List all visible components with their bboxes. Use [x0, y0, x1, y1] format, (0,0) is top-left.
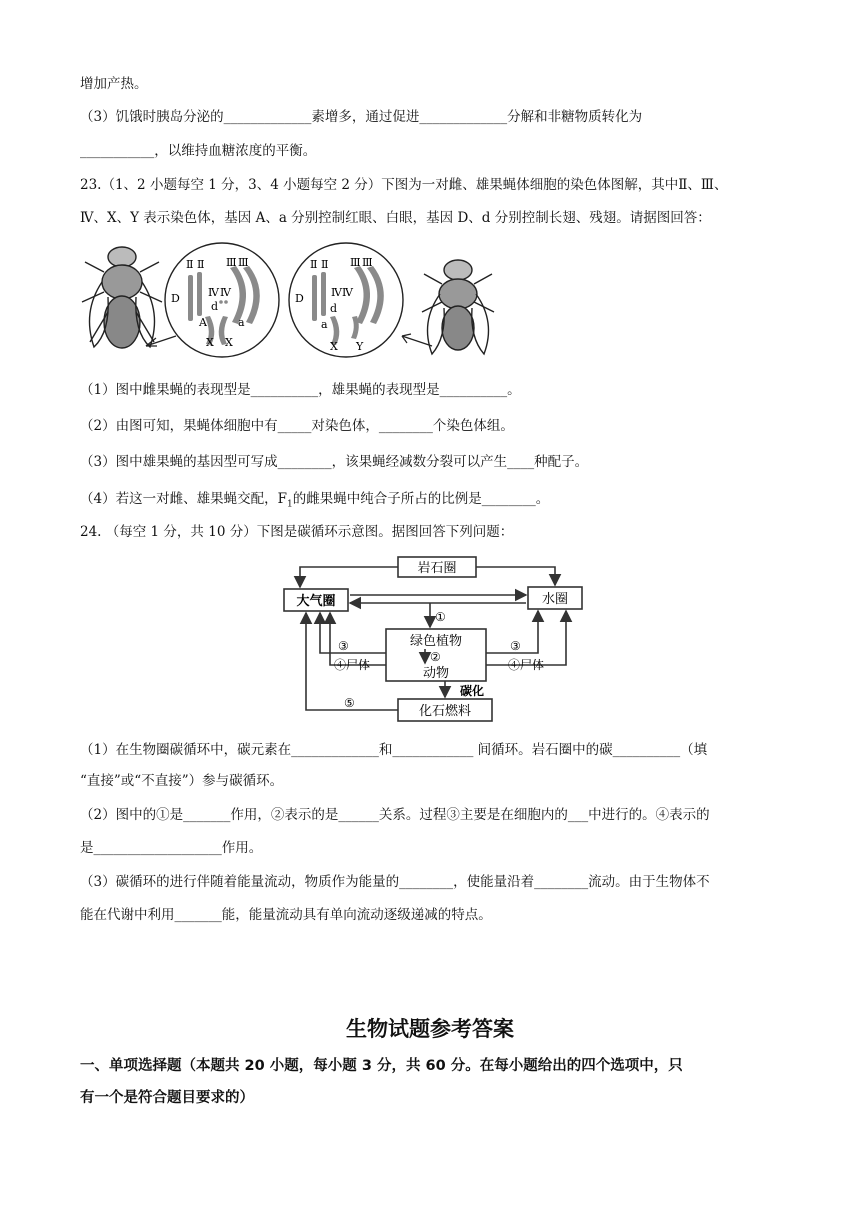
fruit-fly-chromosome-figure: [80, 242, 500, 360]
female-fly-drawing: [82, 247, 162, 348]
question-23-2: （2）由图可知，果蝇体细胞中有_____对染色体，________个染色体组。: [80, 418, 514, 434]
question-24-3-cont: 能在代谢中利用_______能，能量流动具有单向流动逐级递减的特点。: [80, 907, 492, 923]
female-gene-A: A: [199, 316, 207, 329]
water-label: 水圈: [541, 592, 569, 607]
male-label-IV-1: Ⅳ: [331, 286, 342, 299]
answer-title: 生物试题参考答案: [346, 1017, 514, 1041]
female-label-IV-1: Ⅳ: [208, 286, 219, 299]
text-line: ___________，以维持血糖浓度的平衡。: [80, 143, 317, 159]
male-gene-a: a: [321, 318, 328, 331]
male-sex-y: Y: [356, 340, 364, 353]
male-fly-drawing: [422, 260, 494, 354]
question-24-3: （3）碳循环的进行伴随着能量流动，物质作为能量的________，使能量沿着________流动。由于生物体不: [80, 874, 710, 890]
question-23-stem: 23.（1、2 小题每空 1 分，3、4 小题每空 2 分）下图为一对雌、雄果蝇体细胞的染色体图解，其中Ⅱ、Ⅲ、: [80, 177, 728, 193]
female-label-III-1: Ⅲ: [226, 256, 237, 269]
female-label-III-2: Ⅲ: [238, 256, 249, 269]
rock-label: 岩石圈: [417, 561, 457, 576]
animals-label: 动物: [422, 666, 450, 681]
female-label-IV-2: Ⅳ: [220, 286, 231, 299]
label-4-right: ④尸体: [508, 658, 545, 672]
question-23-1: （1）图中雌果蝇的表现型是__________，雄果蝇的表现型是__________。: [80, 382, 521, 398]
question-24-2-cont: 是___________________作用。: [80, 840, 263, 856]
label-3-left: ③: [338, 639, 349, 653]
label-3-right: ③: [510, 639, 521, 653]
male-label-II-2: Ⅱ: [321, 258, 329, 271]
female-gene-d: d: [211, 300, 219, 313]
question-24-2: （2）图中的①是_______作用，②表示的是______关系。过程③主要是在细胞内的___中进行的。④表示的: [80, 807, 710, 823]
section-heading-cont: 有一个是符合题目要求的）: [80, 1090, 254, 1106]
question-23-4: [80, 489, 549, 515]
label-1: ①: [435, 610, 446, 624]
carbon-cycle-diagram: [280, 553, 590, 728]
male-gene-d: d: [330, 302, 338, 315]
female-sex-x2: X: [225, 336, 233, 349]
question-24-stem: 24. （每空 1 分，共 10 分）下图是碳循环示意图。据图回答下列问题：: [80, 524, 514, 540]
female-label-II-1: Ⅱ: [186, 258, 194, 271]
male-gene-D: D: [295, 292, 304, 305]
label-4-left: ④尸体: [334, 658, 371, 672]
question-23-stem-2: Ⅳ、X、Y 表示染色体，基因 A、a 分别控制红眼、白眼，基因 D、d 分别控制长翅、残翅。请据图回答：: [80, 210, 711, 226]
female-gene-a: a: [238, 316, 245, 329]
question-23-4-part2: 的雌果蝇中纯合子所占的比例是________。: [292, 491, 550, 507]
question-24-1-cont: “直接”或“不直接”）参与碳循环。: [80, 773, 284, 789]
question-23-4-part1: （4）若这一对雌、雄果蝇交配，F: [80, 491, 287, 507]
fossil-label: 化石燃料: [418, 704, 472, 719]
male-label-II-1: Ⅱ: [310, 258, 318, 271]
female-sex-x1: X: [206, 336, 214, 349]
male-label-III-1: Ⅲ: [350, 256, 361, 269]
subscript-1: 1: [286, 499, 293, 510]
label-5: ⑤: [344, 696, 355, 710]
question-24-1: （1）在生物圈碳循环中，碳元素在_____________和____________ 间循环。岩石圈中的碳__________（填: [80, 742, 708, 758]
male-sex-x: X: [330, 340, 338, 353]
female-gene-D: D: [171, 292, 180, 305]
text-line: （3）饥饿时胰岛分泌的_____________素增多，通过促进_____________分解和非糖物质转化为: [80, 109, 643, 125]
male-label-IV-2: Ⅳ: [342, 286, 353, 299]
female-label-II-2: Ⅱ: [197, 258, 205, 271]
carbonize-label: 碳化: [460, 684, 485, 698]
section-heading: 一、单项选择题（本题共 20 小题，每小题 3 分，共 60 分。在每小题给出的四个选项中，只: [80, 1058, 683, 1074]
plants-label: 绿色植物: [409, 634, 463, 649]
question-23-3: （3）图中雄果蝇的基因型可写成________，该果蝇经减数分裂可以产生____种配子。: [80, 454, 589, 470]
text-line: 增加产热。: [80, 76, 148, 92]
label-2: ②: [430, 650, 441, 664]
male-cell-circle: [289, 243, 403, 357]
atmosphere-label: 大气圈: [296, 594, 336, 609]
male-label-III-2: Ⅲ: [362, 256, 373, 269]
